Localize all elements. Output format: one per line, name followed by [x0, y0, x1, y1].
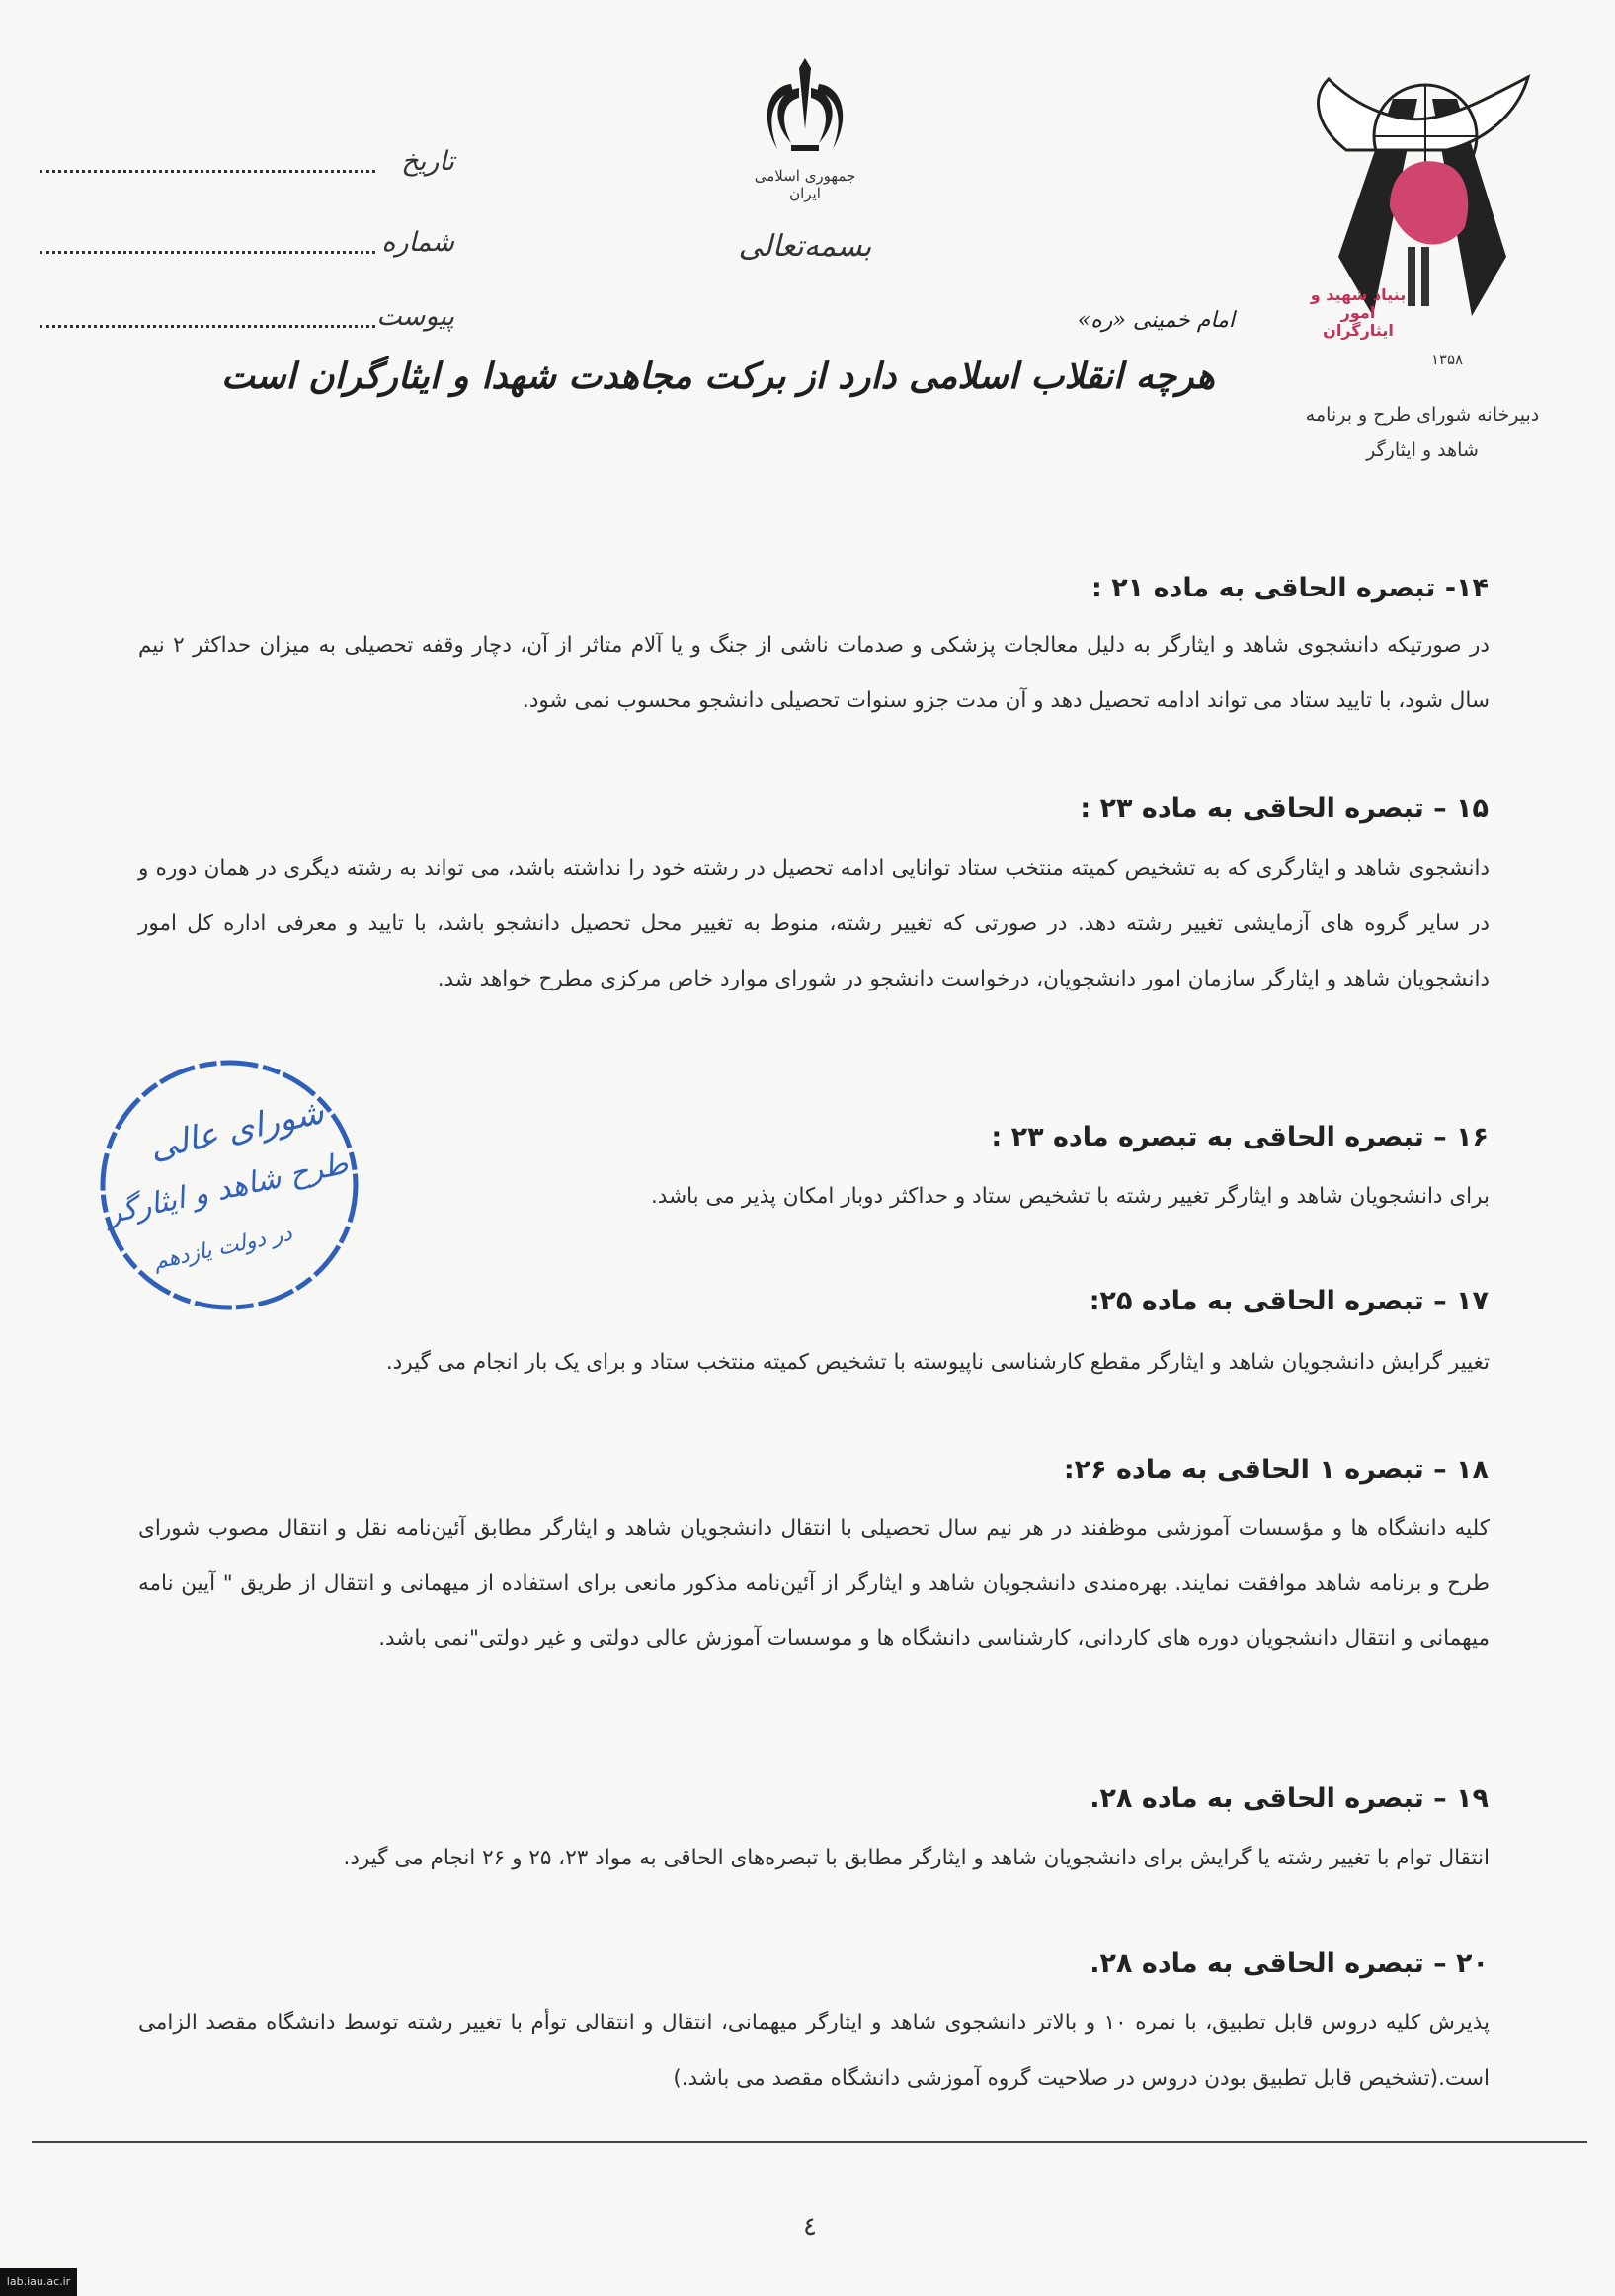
section-body: انتقال توام با تغییر رشته یا گرایش برای دانشجویان شاهد و ایثارگر مطابق با تبصره‌های الحاقی به مواد ۲۳، ۲۵ و ۲۶ انجام می گیرد.: [343, 1846, 1490, 1870]
number-dotted-line: [40, 251, 375, 254]
attachment-field[interactable]: [40, 301, 454, 341]
number-field[interactable]: [40, 227, 454, 267]
header-quote: هرچه انقلاب اسلامی دارد از برکت مجاهدت شهدا و ایثارگران است: [221, 356, 1215, 397]
section-title: ۱۷ – تبصره الحاقی به ماده ۲۵:: [1089, 1286, 1489, 1316]
stamp-line2: طرح شاهد و ایثارگر: [103, 1146, 352, 1231]
date-label: تاریخ: [401, 146, 454, 177]
number-label: شماره: [381, 227, 454, 258]
emblem-icon: [756, 54, 854, 161]
stamp-line1: شورای عالی: [146, 1092, 328, 1168]
national-emblem: [746, 54, 864, 202]
footer-divider: [32, 2141, 1587, 2143]
country-name: جمهوری اسلامی ایران: [754, 167, 856, 202]
org-dept-line2: شاهد و ایثارگر: [1366, 439, 1479, 461]
section-body: پذیرش کلیه دروس قابل تطبیق، با نمره ۱۰ و بالاتر دانشجوی شاهد و ایثارگر میهمانی، انتقال و انتقالی توأم با تغییر رشته توسط دانشگاه مقصد الزامی است.(تشخیص قابل تطبیق بودن دروس در صلاحیت گروه آموزشی دانشگاه مقصد می باشد.): [138, 2011, 1490, 2091]
council-stamp: [91, 1052, 367, 1322]
attachment-dotted-line: [40, 325, 375, 328]
quote-attribution: امام خمینی «ره»: [1077, 308, 1235, 333]
section-body: دانشجوی شاهد و ایثارگری که به تشخیص کمیته منتخب ستاد توانایی ادامه تحصیل در رشته خود را نداشته باشد، می تواند به رشته دیگری در همان دوره و در سایر گروه های آزمایشی تغییر رشته دهد. در صورتی که تغییر رشته، منوط به تغییر محل تحصیل دانشجو باشد، با تایید و معرفی اداره کل امور دانشجویان شاهد و ایثارگر سازمان امور دانشجویان، درخواست دانشجو در شورای موارد خاص مرکزی مطرح خواهد شد.: [138, 856, 1490, 991]
basmala: بسمه‌تعالی: [738, 229, 872, 264]
section-title: ۱۴- تبصره الحاقی به ماده ۲۱ :: [1091, 573, 1489, 603]
page-number: ٤: [803, 2212, 817, 2242]
org-founding-year: ۱۳۵۸: [1430, 351, 1464, 368]
stamp-seal-icon: [91, 1052, 367, 1318]
stamp-line3: در دولت یازدهم: [151, 1221, 295, 1275]
section-title: ۱۸ – تبصره ۱ الحاقی به ماده ۲۶:: [1063, 1455, 1489, 1485]
section-body: در صورتیکه دانشجوی شاهد و ایثارگر به دلیل معالجات پزشکی و صدمات ناشی از جنگ و یا آلام متاثر از آن، دچار وقفه تحصیلی به میزان حداکثر ۲ نیم سال شود، با تایید ستاد می تواند ادامه تحصیل دهد و آن مدت جزو سنوات تحصیلی دانشجو محسوب نمی شود.: [138, 633, 1490, 713]
org-dept-line1: دبیرخانه شورای طرح و برنامه: [1305, 404, 1540, 426]
date-dotted-line: [40, 170, 375, 173]
section-title: ۲۰ – تبصره الحاقی به ماده ۲۸.: [1090, 1948, 1489, 1979]
source-watermark: lab.iau.ac.ir: [0, 2268, 77, 2296]
section-title: ۱۹ – تبصره الحاقی به ماده ۲۸.: [1090, 1783, 1489, 1814]
section-title: ۱۵ – تبصره الحاقی به ماده ۲۳ :: [1080, 793, 1489, 824]
attachment-label: پیوست: [376, 301, 454, 332]
org-logo-caption: بنیاد شهید و امور ایثارگران: [1310, 285, 1407, 340]
org-department: [1294, 397, 1551, 468]
section-body: تغییر گرایش دانشجویان شاهد و ایثارگر مقطع کارشناسی ناپیوسته با تشخیص کمیته منتخب ستاد و برای یک بار انجام می گیرد.: [385, 1350, 1490, 1375]
section-title: ۱۶ – تبصره الحاقی به تبصره ماده ۲۳ :: [991, 1122, 1489, 1152]
date-field[interactable]: [40, 146, 454, 186]
section-body: کلیه دانشگاه ها و مؤسسات آموزشی موظفند در هر نیم سال تحصیلی با انتقال دانشجویان شاهد و ایثارگر مطابق آئین‌نامه نقل و انتقال مصوب شورای طرح و برنامه شاهد موافقت نمایند. بهره‌مندی دانشجویان شاهد و ایثارگر از آئین‌نامه مذکور مانعی برای استفاده از میهمانی و انتقال از طریق " آیین نامه میهمانی و انتقال دانشجویان دوره های کاردانی، کارشناسی دانشگاه ها و موسسات آموزش عالی دولتی و غیر دولتی"نمی باشد.: [138, 1516, 1490, 1651]
section-body: برای دانشجویان شاهد و ایثارگر تغییر رشته با تشخیص ستاد و حداکثر دوبار امکان پذیر می باشد.: [650, 1184, 1490, 1209]
